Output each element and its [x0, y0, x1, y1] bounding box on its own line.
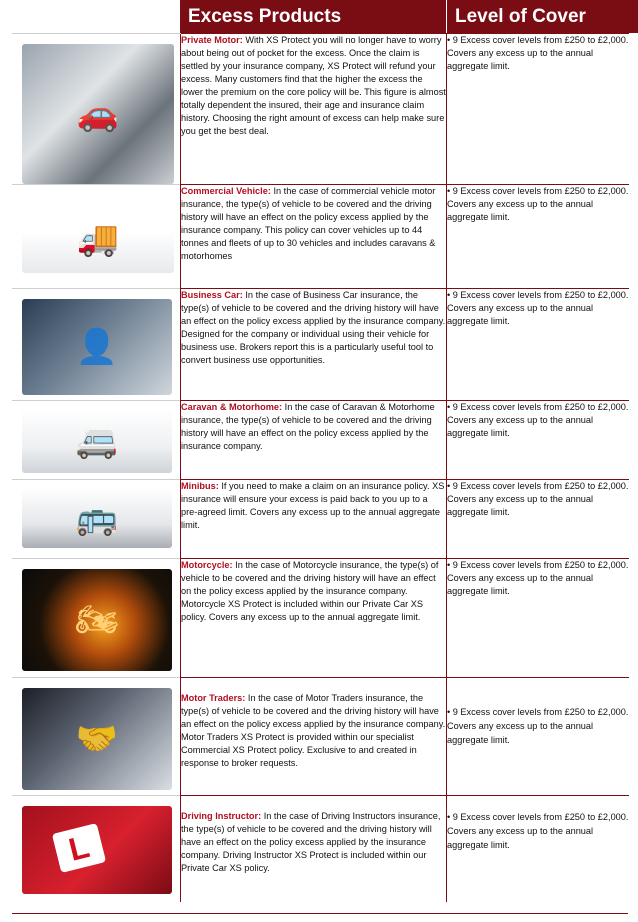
product-title: Driving Instructor: [181, 811, 262, 821]
table-row [12, 185, 629, 289]
l-plate-icon [52, 823, 106, 873]
minibus-icon: 🚌 [75, 499, 119, 537]
cover-level: • 9 Excess cover levels from £250 to £2,000. Covers any excess up to the annual aggregate limit. [447, 480, 629, 559]
table-row [12, 480, 629, 559]
product-text: If you need to make a claim on an insurance policy. XS insurance will ensure your excess is paid back to you up to a pre-agreed limit. Covers any excess up to the annual aggregate limit. [181, 481, 445, 530]
product-title: Business Car: [181, 290, 243, 300]
cover-level: • 9 Excess cover levels from £250 to £2,000. Covers any excess up to the annual aggregate limit. [447, 185, 629, 289]
motorcycle-icon: 🏍 [75, 601, 119, 639]
cover-level: • 9 Excess cover levels from £250 to £2,000. Covers any excess up to the annual aggregate limit. [447, 559, 629, 678]
caravan-icon: 🚐 [75, 422, 119, 460]
cover-level: • 9 Excess cover levels from £250 to £2,000. Covers any excess up to the annual aggregate limit. [447, 34, 629, 185]
car-image [22, 44, 174, 184]
product-text: In the case of Driving Instructors insurance, the type(s) of vehicle to be covered and the driving history will have an effect on the policy excess applied by the insurance company. Driving Instructor XS Protect is included within our Private Car XS policy. [181, 811, 441, 873]
product-description [181, 559, 447, 678]
product-title: Caravan & Motorhome: [181, 402, 283, 412]
product-title: Private Motor: [181, 35, 243, 45]
product-description [181, 289, 447, 401]
cover-level: • 9 Excess cover levels from £250 to £2,000. Covers any excess up to the annual aggregate limit. [447, 289, 629, 401]
table-row [12, 559, 629, 678]
business-car-image [22, 299, 172, 395]
table-bottom-border [12, 913, 628, 914]
table-row [12, 678, 629, 796]
product-description [181, 185, 447, 289]
table-row [12, 34, 629, 185]
product-description [181, 34, 447, 185]
header-blank [0, 0, 180, 33]
product-description [181, 401, 447, 480]
product-title: Motor Traders: [181, 693, 246, 703]
product-title: Commercial Vehicle: [181, 186, 271, 196]
cover-level: • 9 Excess cover levels from £250 to £2,000. Covers any excess up to the annual aggregate limit. [447, 401, 629, 480]
product-title: Motorcycle: [181, 560, 233, 570]
car-icon: 🚗 [76, 95, 120, 133]
header-excess-products: Excess Products [180, 0, 446, 33]
product-text: In the case of Caravan & Motorhome insurance, the type(s) of vehicle to be covered and the driving history will have an effect on the policy excess applied by the insurance company. [181, 402, 435, 451]
minibus-image [22, 488, 172, 548]
caravan-motorhome-image [22, 409, 172, 473]
motor-traders-image [22, 688, 172, 790]
product-title: Minibus: [181, 481, 219, 491]
product-description [181, 678, 447, 796]
truck-icon: 🚚 [76, 220, 120, 258]
product-text: In the case of Business Car insurance, the type(s) of vehicle to be covered and the driving history will have an effect on the policy excess applied by the insurance company. Designed for the company or individual using their vehicle for business use. Brokers report this is a particularly useful tool to convert business use opportunities. [181, 290, 446, 365]
cover-level: • 9 Excess cover levels from £250 to £2,000. Covers any excess up to the annual aggregate limit. [447, 796, 629, 902]
table-header [0, 0, 638, 33]
motorcycle-image [22, 569, 172, 671]
product-text: In the case of Motor Traders insurance, the type(s) of vehicle to be covered and the driving history will have an effect on the policy excess applied by the insurance company. Motor Traders XS Protect is provided within our specialist Commercial XS Protect policy. Exclusive to and created in response to broker requests. [181, 693, 446, 768]
table-row [12, 796, 629, 902]
l-plate-letter: L [65, 827, 93, 868]
handshake-icon: 🤝 [75, 720, 119, 758]
products-table [12, 33, 629, 902]
driving-instructor-image [22, 806, 172, 894]
header-level-of-cover: Level of Cover [446, 0, 638, 33]
table-row [12, 401, 629, 480]
product-description [181, 480, 447, 559]
table-row [12, 289, 629, 401]
driver-icon: 👤 [75, 328, 119, 366]
product-text: In the case of Motorcycle insurance, the type(s) of vehicle to be covered and the driving history will have an effect on the policy excess applied by the insurance company. Motorcycle XS Protect is included within our Private Car XS policy. Covers any excess up to the annual aggregate limit. [181, 560, 439, 622]
commercial-vehicles-image [22, 205, 174, 273]
product-description [181, 796, 447, 902]
product-text: In the case of commercial vehicle motor insurance, the type(s) of vehicle to be covered and the driving history will have an effect on the policy excess applied by the insurance company. This policy can cover vehicles up to 44 tonnes and fleets of up to 30 vehicles and includes caravans & motorhomes [181, 186, 436, 261]
cover-level: • 9 Excess cover levels from £250 to £2,000. Covers any excess up to the annual aggregate limit. [447, 678, 629, 796]
product-text: With XS Protect you will no longer have to worry about being out of pocket for the excess. Once the claim is settled by your insurance company, XS Protect will refund your excess. Many customers find that the higher the excess the lower the premium on the core policy will be. This figure is almost totally dependent the insured, their age and insurance claim history. Choosing the right amount of excess can help make sure you get the best deal. [181, 35, 446, 136]
